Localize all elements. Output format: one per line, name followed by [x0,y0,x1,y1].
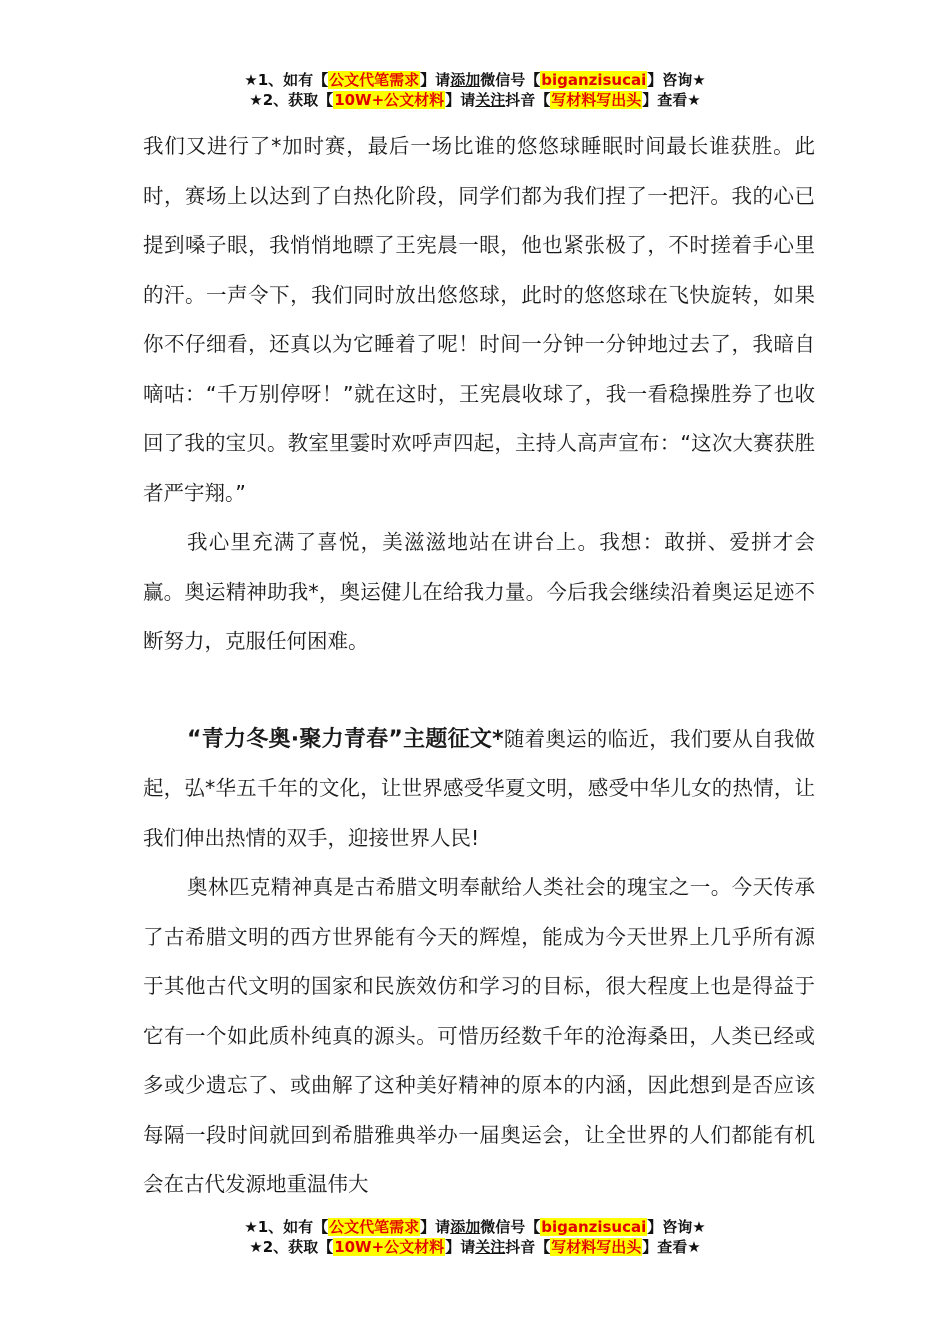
highlight-service: 公文代笔需求 [329,71,420,89]
essay-title: “青力冬奥·聚力青春”主题征文* [187,726,504,752]
paragraph-3 [143,715,815,864]
paragraph-2: 我心里充满了喜悦，美滋滋地站在讲台上。我想：敢拼、爱拼才会赢。奥运精神助我*，奥运健儿在给我力量。今后我会继续沿着奥运足迹不断努力，克服任何困难。 [143,530,815,653]
banner-text: 】查看★ [642,1238,701,1256]
highlight-materials: 10W+公文材料 [334,1238,445,1256]
banner-text: 】请 [420,71,451,89]
banner-text: 】咨询★ [647,1218,706,1236]
banner-line-2 [0,90,950,110]
banner-text: 】请 [420,1218,451,1236]
banner-text: 】请 [445,1238,476,1256]
banner-text: ★1、如有【 [244,71,329,89]
paragraph-3-text: 随着奥运的临近，我们要从自我做起，弘*华五千年的文化，让世界感受华夏文明，感受中华儿女的热情，让我们伸出热情的双手，迎接世界人民! [143,726,815,850]
banner-text: ★2、获取【 [249,91,334,109]
banner-text: 抖音【 [505,1238,551,1256]
banner-text: 】咨询★ [647,71,706,89]
underlined-text: 添加 [450,71,481,89]
paragraph-1: 我们又进行了*加时赛，最后一场比谁的悠悠球睡眠时间最长谁获胜。此时，赛场上以达到了白热化阶段，同学们都为我们捏了一把汗。我的心已提到嗓子眼，我悄悄地瞟了王宪晨一眼，他也紧张极了，不时搓着手心里的汗。一声令下，我们同时放出悠悠球，此时的悠悠球在飞快旋转，如果你不仔细看，还真以为它睡着了呢！时间一分钟一分钟地过去了，我暗自嘀咕：“千万别停呀！”就在这时，王宪晨收球了，我一看稳操胜券了也收回了我的宝贝。教室里霎时欢呼声四起，主持人高声宣布：“这次大赛获胜者严宇翔。” [143,134,815,505]
paragraph-4: 奥林匹克精神真是古希腊文明奉献给人类社会的瑰宝之一。今天传承了古希腊文明的西方世界能有今天的辉煌，能成为今天世界上几乎所有源于其他古代文明的国家和民族效仿和学习的目标，很大程度上也是得益于它有一个如此质朴纯真的源头。可惜历经数千年的沧海桑田，人类已经或多或少遗忘了、或曲解了这种美好精神的原本的内涵，因此想到是否应该每隔一段时间就回到希腊雅典举办一届奥运会，让全世界的人们都能有机会在古代发源地重温伟大 [143,875,815,1196]
highlight-wechat-id: biganzisucai [541,71,647,89]
underlined-text: 添加 [450,1218,481,1236]
highlight-douyin-account: 写材料写出头 [551,1238,642,1256]
banner-line-2 [0,1237,950,1257]
banner-line-1 [0,70,950,90]
highlight-materials: 10W+公文材料 [334,91,445,109]
banner-text: ★2、获取【 [249,1238,334,1256]
highlight-douyin-account: 写材料写出头 [551,91,642,109]
banner-text: 抖音【 [505,91,551,109]
banner-line-1 [0,1217,950,1237]
document-body [143,122,815,1210]
banner-text: 微信号【 [480,1218,541,1236]
footer-banner [0,1217,950,1257]
highlight-wechat-id: biganzisucai [541,1218,647,1236]
underlined-text: 关注 [475,91,506,109]
banner-text: 】查看★ [642,91,701,109]
header-banner [0,70,950,110]
highlight-service: 公文代笔需求 [329,1218,420,1236]
underlined-text: 关注 [475,1238,506,1256]
banner-text: 微信号【 [480,71,541,89]
section-gap [143,667,815,715]
banner-text: ★1、如有【 [244,1218,329,1236]
banner-text: 】请 [445,91,476,109]
